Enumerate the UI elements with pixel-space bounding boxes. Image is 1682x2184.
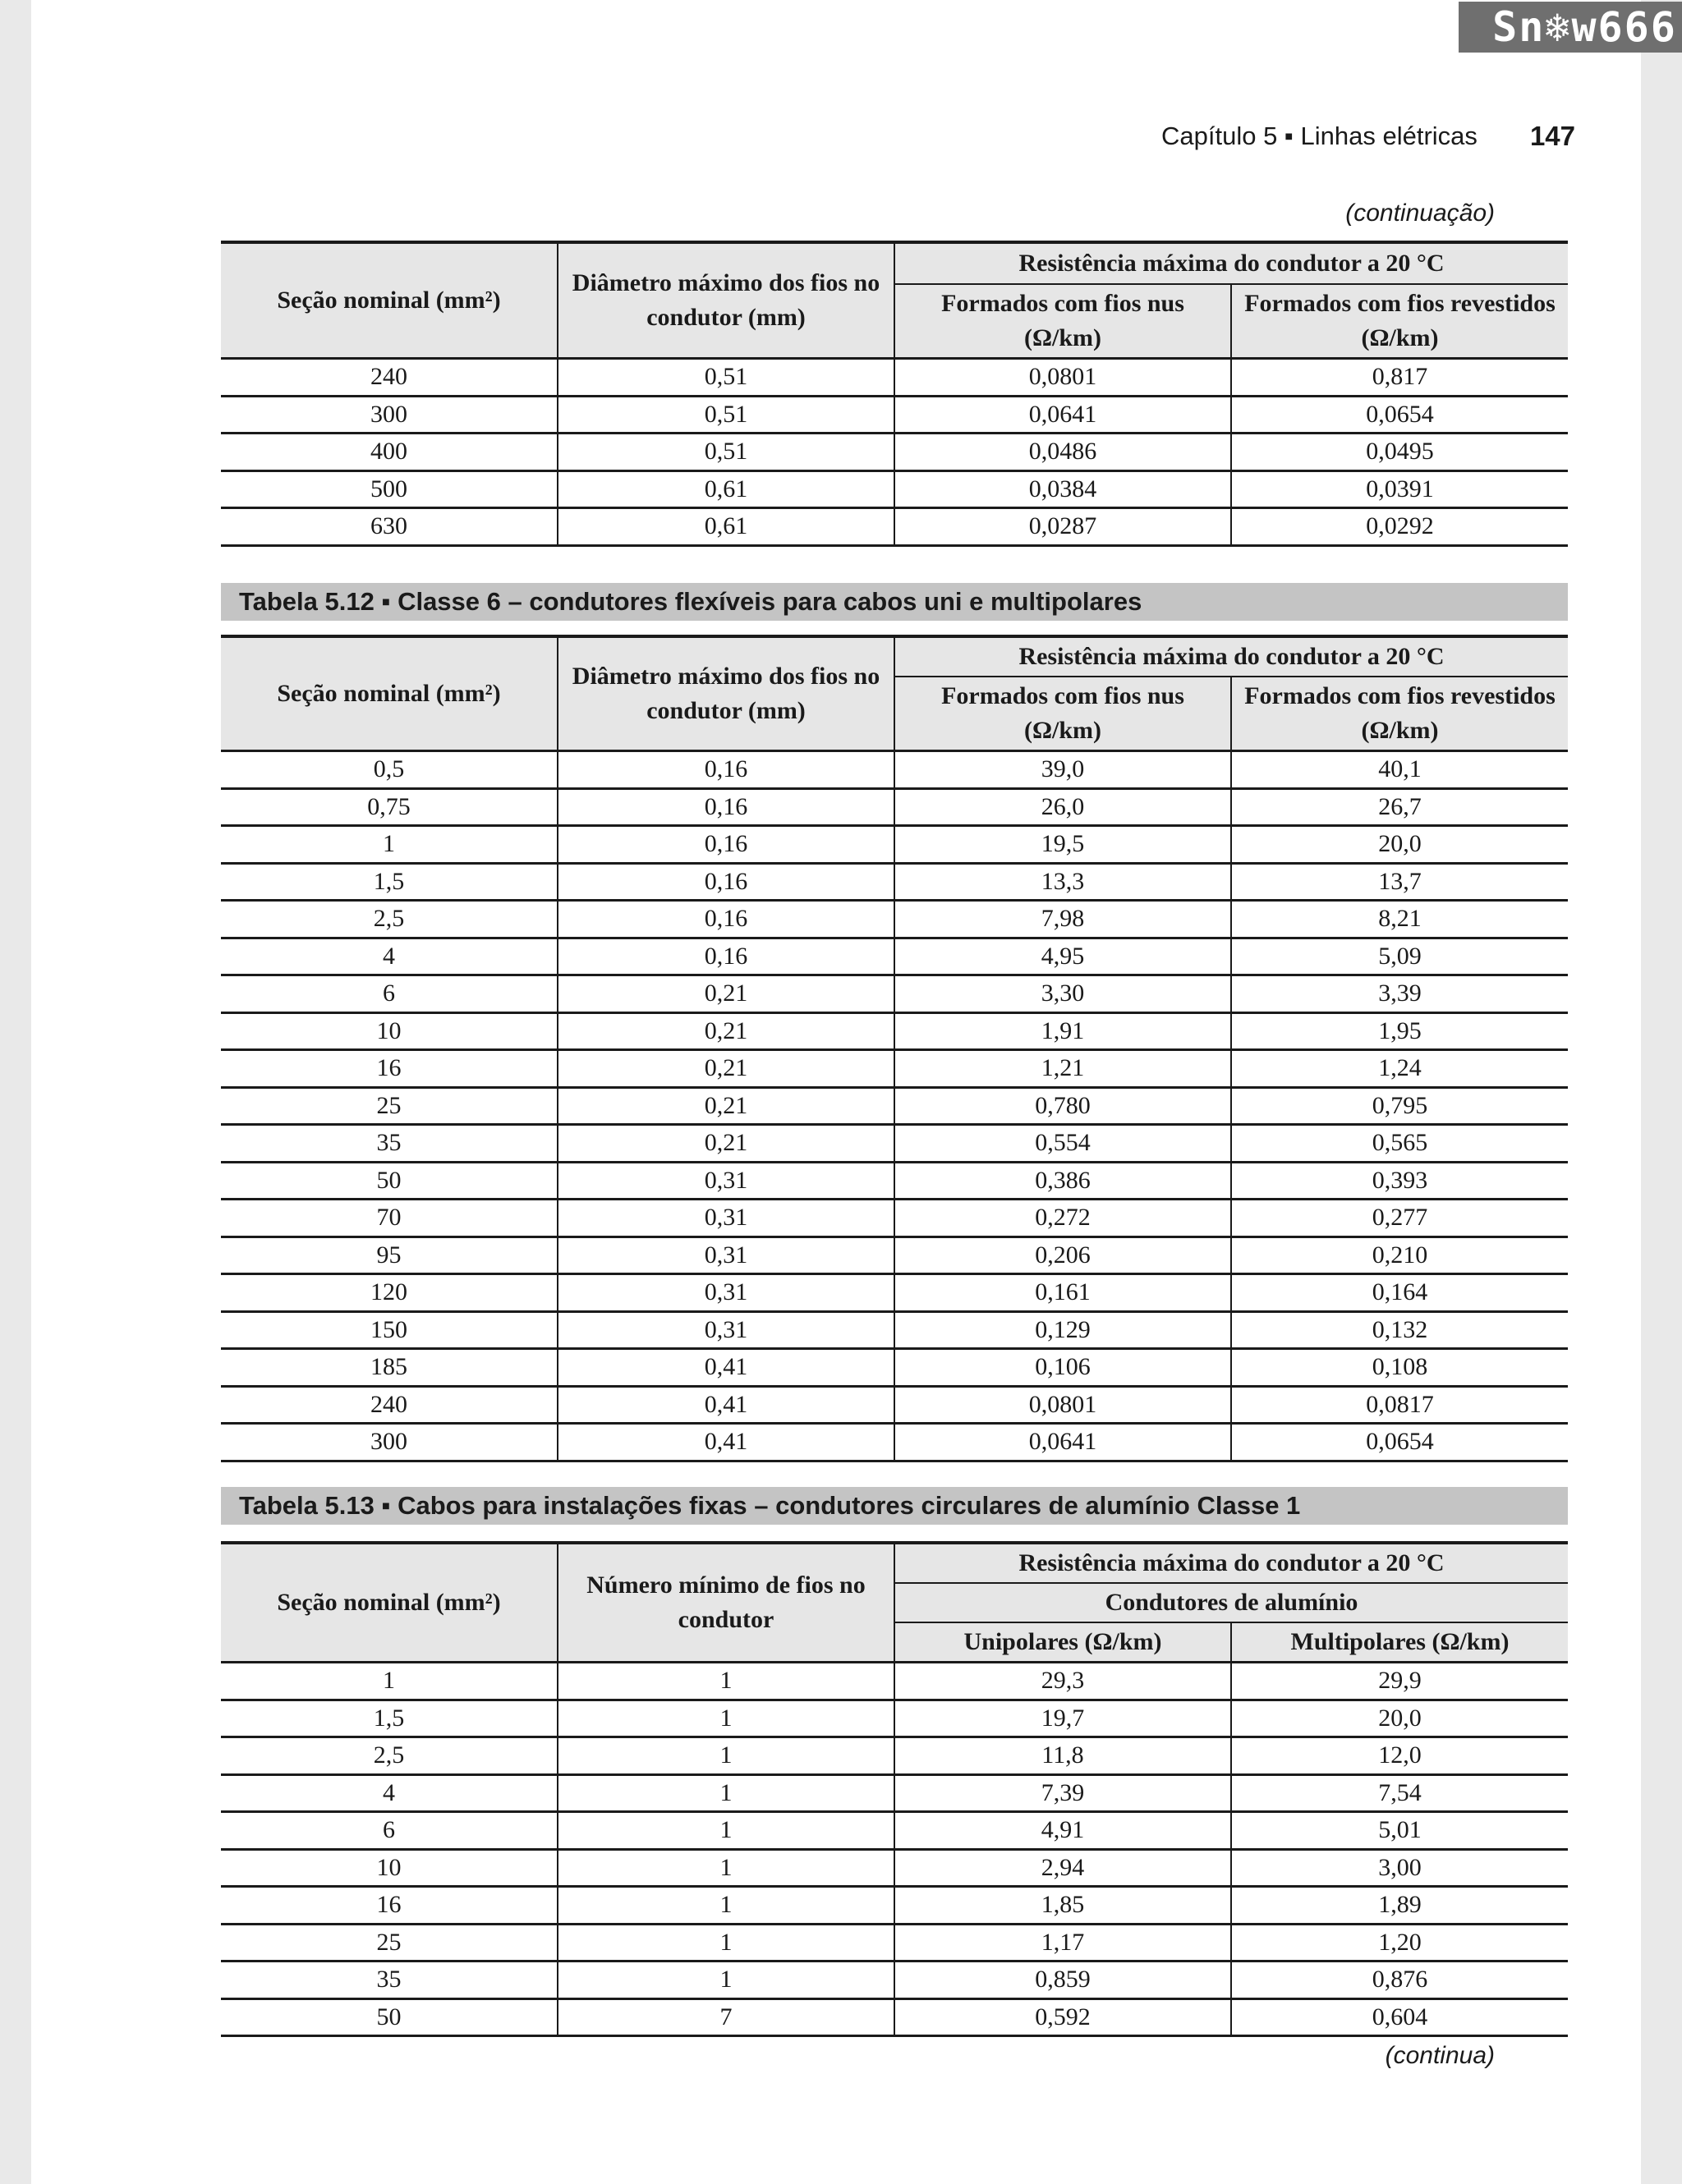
- table-cell: 0,780: [894, 1087, 1231, 1125]
- table-cell: 0,31: [558, 1274, 894, 1312]
- table-cell: 39,0: [894, 751, 1231, 789]
- table-row: [221, 1274, 1568, 1312]
- table-cell: 0,0391: [1231, 470, 1568, 508]
- table-row: [221, 863, 1568, 901]
- table-row: [221, 1012, 1568, 1050]
- table-cell: 0,16: [558, 863, 894, 901]
- header-numero-fios: Número mínimo de fios no condutor: [558, 1543, 894, 1663]
- header-fios-revestidos: Formados com fios revestidos (Ω/km): [1231, 677, 1568, 751]
- table-cell: 12,0: [1231, 1737, 1568, 1775]
- table-cell: 16: [221, 1887, 558, 1925]
- table-cell: 26,7: [1231, 788, 1568, 826]
- table-cell: 0,0384: [894, 470, 1231, 508]
- table-row: [221, 434, 1568, 471]
- table-cell: 4,95: [894, 938, 1231, 975]
- table-cell: 20,0: [1231, 1700, 1568, 1737]
- table-cell: 7,39: [894, 1774, 1231, 1812]
- table-cell: 300: [221, 396, 558, 434]
- table-cell: 0,0654: [1231, 396, 1568, 434]
- table-row: [221, 1237, 1568, 1274]
- table-row: [221, 1924, 1568, 1961]
- table-cell: 0,75: [221, 788, 558, 826]
- table-row: [221, 1849, 1568, 1887]
- table-cell: 3,39: [1231, 975, 1568, 1013]
- table-cell: 0,31: [558, 1237, 894, 1274]
- table-cell: 0,31: [558, 1200, 894, 1237]
- table-cell: 10: [221, 1849, 558, 1887]
- table-cell: 29,9: [1231, 1663, 1568, 1700]
- table-5-12: [221, 635, 1568, 1462]
- book-page: [31, 0, 1677, 2184]
- table-cell: 185: [221, 1349, 558, 1387]
- table-cell: 1: [221, 826, 558, 864]
- table-cell: 0,277: [1231, 1200, 1568, 1237]
- table-cell: 0,51: [558, 396, 894, 434]
- table-cell: 1,91: [894, 1012, 1231, 1050]
- table-cell: 20,0: [1231, 826, 1568, 864]
- table-cell: 11,8: [894, 1737, 1231, 1775]
- table-cell: 500: [221, 470, 558, 508]
- table-cell: 0,129: [894, 1311, 1231, 1349]
- table-cell: 300: [221, 1424, 558, 1461]
- table-cell: 10: [221, 1012, 558, 1050]
- header-diametro: Diâmetro máximo dos fios no condutor (mm): [558, 636, 894, 751]
- table-cell: 25: [221, 1924, 558, 1961]
- table-row: [221, 1812, 1568, 1850]
- table-cell: 0,592: [894, 1998, 1231, 2036]
- table-cell: 0,108: [1231, 1349, 1568, 1387]
- table-cell: 1: [558, 1849, 894, 1887]
- table-row: [221, 975, 1568, 1013]
- table-continued: [221, 241, 1568, 547]
- table-cell: 7,98: [894, 901, 1231, 938]
- table-row: [221, 1386, 1568, 1424]
- table-row: [221, 470, 1568, 508]
- table-cell: 0,41: [558, 1386, 894, 1424]
- table-cell: 0,16: [558, 938, 894, 975]
- continuation-note: (continua): [1385, 2042, 1495, 2069]
- table-cell: 8,21: [1231, 901, 1568, 938]
- table-cell: 240: [221, 359, 558, 397]
- table-cell: 16: [221, 1050, 558, 1088]
- table-row: [221, 1998, 1568, 2036]
- table-cell: 0,817: [1231, 359, 1568, 397]
- watermark-logo: Sn❄w666: [1459, 2, 1682, 53]
- table-cell: 19,5: [894, 826, 1231, 864]
- table-cell: 1: [558, 1700, 894, 1737]
- table-cell: 4,91: [894, 1812, 1231, 1850]
- table-cell: 0,61: [558, 470, 894, 508]
- table-row: [221, 1162, 1568, 1200]
- table-cell: 5,09: [1231, 938, 1568, 975]
- table-row: [221, 1087, 1568, 1125]
- table-cell: 0,21: [558, 1050, 894, 1088]
- page-number: 147: [1529, 121, 1575, 151]
- table-row: [221, 1125, 1568, 1163]
- table-row: [221, 396, 1568, 434]
- table-row: [221, 751, 1568, 789]
- table-row: [221, 1663, 1568, 1700]
- table-cell: 1,20: [1231, 1924, 1568, 1961]
- table-row: [221, 788, 1568, 826]
- table-row: [221, 1311, 1568, 1349]
- header-secao: Seção nominal (mm²): [221, 636, 558, 751]
- table-cell: 240: [221, 1386, 558, 1424]
- table-row: [221, 1737, 1568, 1775]
- table-cell: 0,41: [558, 1424, 894, 1461]
- table-cell: 1,95: [1231, 1012, 1568, 1050]
- table-cell: 50: [221, 1998, 558, 2036]
- table-cell: 120: [221, 1274, 558, 1312]
- table-cell: 0,16: [558, 788, 894, 826]
- table-cell: 0,0654: [1231, 1424, 1568, 1461]
- table-cell: 0,0292: [1231, 508, 1568, 546]
- table-cell: 1,5: [221, 863, 558, 901]
- table-row: [221, 359, 1568, 397]
- header-resistencia: Resistência máxima do condutor a 20 °C: [894, 1543, 1568, 1583]
- table-cell: 50: [221, 1162, 558, 1200]
- table-cell: 0,161: [894, 1274, 1231, 1312]
- table-cell: 13,3: [894, 863, 1231, 901]
- header-diametro: Diâmetro máximo dos fios no condutor (mm): [558, 242, 894, 359]
- header-resistencia: Resistência máxima do condutor a 20 °C: [894, 636, 1568, 677]
- table-cell: 150: [221, 1311, 558, 1349]
- table-cell: 0,795: [1231, 1087, 1568, 1125]
- table-cell: 1,17: [894, 1924, 1231, 1961]
- table-cell: 400: [221, 434, 558, 471]
- table-cell: 1: [558, 1961, 894, 1999]
- table-cell: 95: [221, 1237, 558, 1274]
- table-cell: 0,21: [558, 1087, 894, 1125]
- header-resistencia: Resistência máxima do condutor a 20 °C: [894, 242, 1568, 284]
- table-cell: 1: [558, 1774, 894, 1812]
- table-caption: Tabela 5.12 ▪ Classe 6 – condutores flexíveis para cabos uni e multipolares: [221, 583, 1568, 621]
- table-cell: 0,21: [558, 1012, 894, 1050]
- table-cell: 0,0817: [1231, 1386, 1568, 1424]
- table-cell: 0,16: [558, 751, 894, 789]
- table-row: [221, 1887, 1568, 1925]
- header-fios-nus: Formados com fios nus (Ω/km): [894, 677, 1231, 751]
- table-cell: 0,16: [558, 901, 894, 938]
- continuation-note: (continuação): [1345, 200, 1495, 227]
- table-cell: 0,210: [1231, 1237, 1568, 1274]
- table-row: [221, 1349, 1568, 1387]
- table-cell: 3,00: [1231, 1849, 1568, 1887]
- table-row: [221, 1961, 1568, 1999]
- table-row: [221, 1700, 1568, 1737]
- header-fios-revestidos: Formados com fios revestidos (Ω/km): [1231, 284, 1568, 359]
- table-row: [221, 1200, 1568, 1237]
- table-row: [221, 938, 1568, 975]
- table-cell: 0,565: [1231, 1125, 1568, 1163]
- table-cell: 25: [221, 1087, 558, 1125]
- table-cell: 2,5: [221, 901, 558, 938]
- table-cell: 0,0495: [1231, 434, 1568, 471]
- header-multipolares: Multipolares (Ω/km): [1231, 1622, 1568, 1663]
- table-cell: 19,7: [894, 1700, 1231, 1737]
- table-cell: 1: [221, 1663, 558, 1700]
- table-cell: 0,21: [558, 1125, 894, 1163]
- table-cell: 0,0641: [894, 1424, 1231, 1461]
- table-cell: 1: [558, 1887, 894, 1925]
- header-condutores-aluminio: Condutores de alumínio: [894, 1583, 1568, 1622]
- table-cell: 5,01: [1231, 1812, 1568, 1850]
- table-row: [221, 1774, 1568, 1812]
- table-caption: Tabela 5.13 ▪ Cabos para instalações fixas – condutores circulares de alumínio Classe 1: [221, 1487, 1568, 1525]
- table-5-13: [221, 1541, 1568, 2037]
- table-cell: 1: [558, 1663, 894, 1700]
- table-cell: 630: [221, 508, 558, 546]
- table-cell: 0,41: [558, 1349, 894, 1387]
- table-cell: 35: [221, 1125, 558, 1163]
- table-cell: 0,386: [894, 1162, 1231, 1200]
- table-cell: 1: [558, 1924, 894, 1961]
- table-cell: 0,31: [558, 1162, 894, 1200]
- table-cell: 1,89: [1231, 1887, 1568, 1925]
- table-cell: 70: [221, 1200, 558, 1237]
- table-cell: 0,61: [558, 508, 894, 546]
- table-cell: 0,393: [1231, 1162, 1568, 1200]
- table-row: [221, 1050, 1568, 1088]
- table-cell: 0,0801: [894, 359, 1231, 397]
- header-secao: Seção nominal (mm²): [221, 1543, 558, 1663]
- table-cell: 4: [221, 938, 558, 975]
- table-cell: 2,5: [221, 1737, 558, 1775]
- table-cell: 1,24: [1231, 1050, 1568, 1088]
- table-cell: 0,604: [1231, 1998, 1568, 2036]
- table-cell: 2,94: [894, 1849, 1231, 1887]
- table-cell: 0,51: [558, 434, 894, 471]
- table-cell: 0,31: [558, 1311, 894, 1349]
- table-cell: 0,132: [1231, 1311, 1568, 1349]
- header-fios-nus: Formados com fios nus (Ω/km): [894, 284, 1231, 359]
- table-cell: 1,5: [221, 1700, 558, 1737]
- table-cell: 0,21: [558, 975, 894, 1013]
- chapter-title: Capítulo 5 ▪ Linhas elétricas: [1161, 122, 1477, 150]
- table-cell: 0,106: [894, 1349, 1231, 1387]
- table-cell: 0,0486: [894, 434, 1231, 471]
- table-cell: 0,272: [894, 1200, 1231, 1237]
- table-cell: 13,7: [1231, 863, 1568, 901]
- table-cell: 6: [221, 1812, 558, 1850]
- table-cell: 0,876: [1231, 1961, 1568, 1999]
- table-cell: 3,30: [894, 975, 1231, 1013]
- table-row: [221, 1424, 1568, 1461]
- table-cell: 7: [558, 1998, 894, 2036]
- table-cell: 29,3: [894, 1663, 1231, 1700]
- table-cell: 4: [221, 1774, 558, 1812]
- table-cell: 26,0: [894, 788, 1231, 826]
- table-cell: 0,0641: [894, 396, 1231, 434]
- table-cell: 0,0801: [894, 1386, 1231, 1424]
- table-row: [221, 508, 1568, 546]
- table-cell: 1: [558, 1812, 894, 1850]
- table-cell: 35: [221, 1961, 558, 1999]
- table-cell: 40,1: [1231, 751, 1568, 789]
- table-cell: 1,21: [894, 1050, 1231, 1088]
- table-cell: 0,554: [894, 1125, 1231, 1163]
- table-cell: 6: [221, 975, 558, 1013]
- header-secao: Seção nominal (mm²): [221, 242, 558, 359]
- table-cell: 7,54: [1231, 1774, 1568, 1812]
- running-header: [951, 115, 1575, 158]
- table-cell: 0,16: [558, 826, 894, 864]
- table-cell: 0,206: [894, 1237, 1231, 1274]
- table-cell: 1,85: [894, 1887, 1231, 1925]
- table-cell: 0,0287: [894, 508, 1231, 546]
- table-cell: 1: [558, 1737, 894, 1775]
- table-cell: 0,5: [221, 751, 558, 789]
- table-row: [221, 901, 1568, 938]
- table-row: [221, 826, 1568, 864]
- header-unipolares: Unipolares (Ω/km): [894, 1622, 1231, 1663]
- table-cell: 0,51: [558, 359, 894, 397]
- table-cell: 0,164: [1231, 1274, 1568, 1312]
- table-cell: 0,859: [894, 1961, 1231, 1999]
